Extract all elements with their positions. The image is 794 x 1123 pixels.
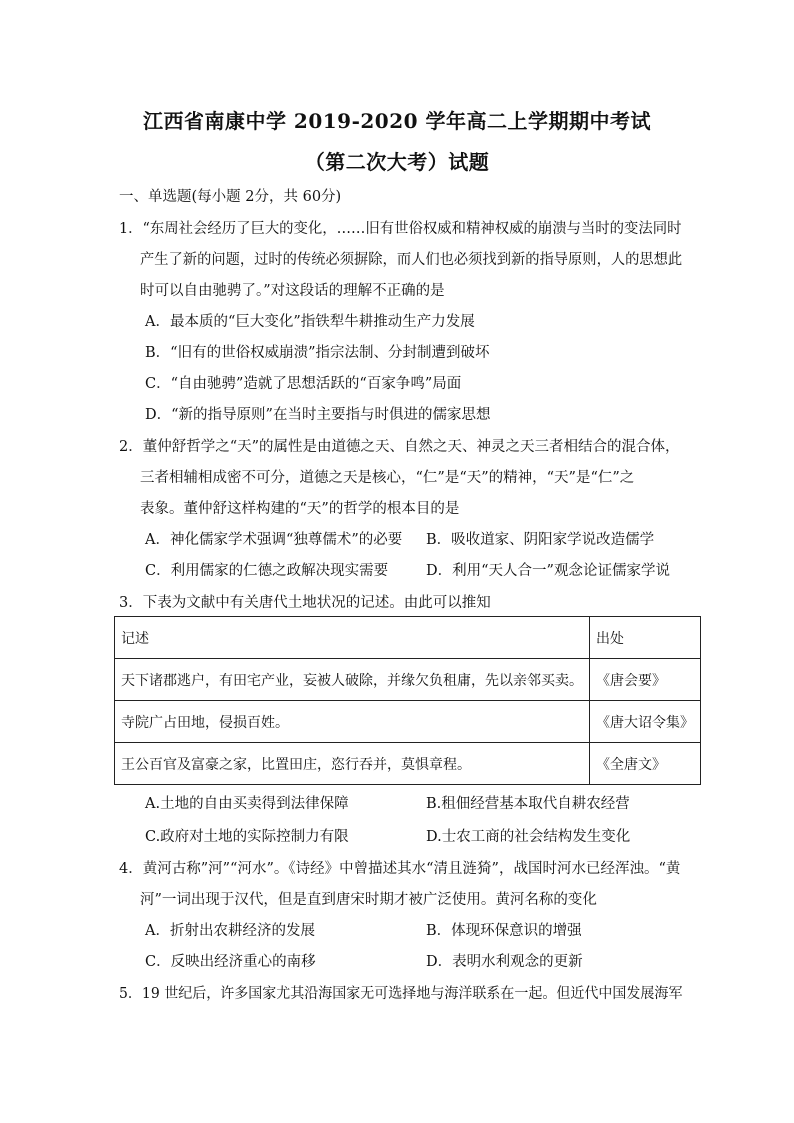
q2-stem-line: 2．董仲舒哲学之“天”的属性是由道德之天、自然之天、神灵之天三者相结合的混合体， [119,439,680,455]
q3-option-d: D.士农工商的社会结构发生变化 [426,829,631,845]
section-heading: 一、单选题(每小题 2分，共 60分) [119,189,342,205]
q1-stem-line: 产生了新的问题，过时的传统必须摒除，而人们也必须找到新的指导原则，人的思想此 [140,252,683,268]
land-records-table [114,616,701,785]
table-cell: 《全唐文》 [590,743,701,785]
exam-title-line2: （第二次大考）试题 [304,150,490,174]
table-row [115,701,701,743]
q3-stem: 3．下表为文献中有关唐代土地状况的记述。由此可以推知 [119,595,491,611]
exam-title-line1: 江西省南康中学 2019-2020 学年高二上学期期中考试 [142,109,652,133]
q1-stem-line: 1．“东周社会经历了巨大的变化，……旧有世俗权威和精神权威的崩溃与当时的变法同时 [119,221,682,237]
q4-stem-line: 4．黄河古称”河”“河水”。《诗经》中曾描述其水“清且涟猗”，战国时河水已经浑浊。“黄 [119,861,681,877]
table-header-cell: 出处 [590,617,701,659]
q3-option-c: C.政府对土地的实际控制力有限 [145,829,349,845]
table-row [115,743,701,785]
q1-option-a: A．最本质的“巨大变化”指铁犁牛耕推动生产力发展 [145,314,475,330]
q2-stem-line: 三者相辅相成密不可分，道德之天是核心，“仁”是“天”的精神，“天”是“仁”之 [140,470,635,486]
table-cell: 《唐大诏令集》 [590,701,701,743]
q2-option-a: A．神化儒家学术强调“独尊儒术”的必要 [145,532,403,548]
q1-option-b: B．“旧有的世俗权威崩溃”指宗法制、分封制遭到破坏 [145,345,490,361]
q4-option-a: A．折射出农耕经济的发展 [145,923,315,939]
q1-option-c: C．“自由驰骋”造就了思想活跃的“百家争鸣”局面 [145,376,462,392]
table-cell: 天下诸郡逃户，有田宅产业，妄被人破除，并缘欠负租庸，先以亲邻买卖。 [115,659,590,701]
q4-stem-line: 河”一词出现于汉代，但是直到唐宋时期才被广泛使用。黄河名称的变化 [140,892,597,908]
q2-option-d: D．利用“天人合一”观念论证儒家学说 [426,563,670,579]
q1-stem-line: 时可以自由驰骋了。”对这段话的理解不正确的是 [140,283,445,299]
table-cell: 《唐会要》 [590,659,701,701]
q5-stem-line: 5．19 世纪后，许多国家尤其沿海国家无可选择地与海洋联系在一起。但近代中国发展海军 [119,986,683,1002]
q1-option-d: D．“新的指导原则”在当时主要指与时俱进的儒家思想 [145,407,491,423]
table-row [115,659,701,701]
table-cell: 寺院广占田地，侵损百姓。 [115,701,590,743]
table-header-cell: 记述 [115,617,590,659]
q2-option-c: C．利用儒家的仁德之政解决现实需要 [145,563,389,579]
q2-stem-line: 表象。董仲舒这样构建的“天”的哲学的根本目的是 [140,501,460,517]
q4-option-d: D．表明水利观念的更新 [426,954,583,970]
q4-option-c: C．反映出经济重心的南移 [145,954,316,970]
q3-option-b: B.租佃经营基本取代自耕农经营 [426,796,630,812]
q2-option-b: B．吸收道家、阴阳家学说改造儒学 [426,532,655,548]
q3-option-a: A.土地的自由买卖得到法律保障 [145,796,349,812]
table-cell: 王公百官及富豪之家，比置田庄，恣行吞并，莫惧章程。 [115,743,590,785]
q4-option-b: B．体现环保意识的增强 [426,923,582,939]
table-header-row [115,617,701,659]
